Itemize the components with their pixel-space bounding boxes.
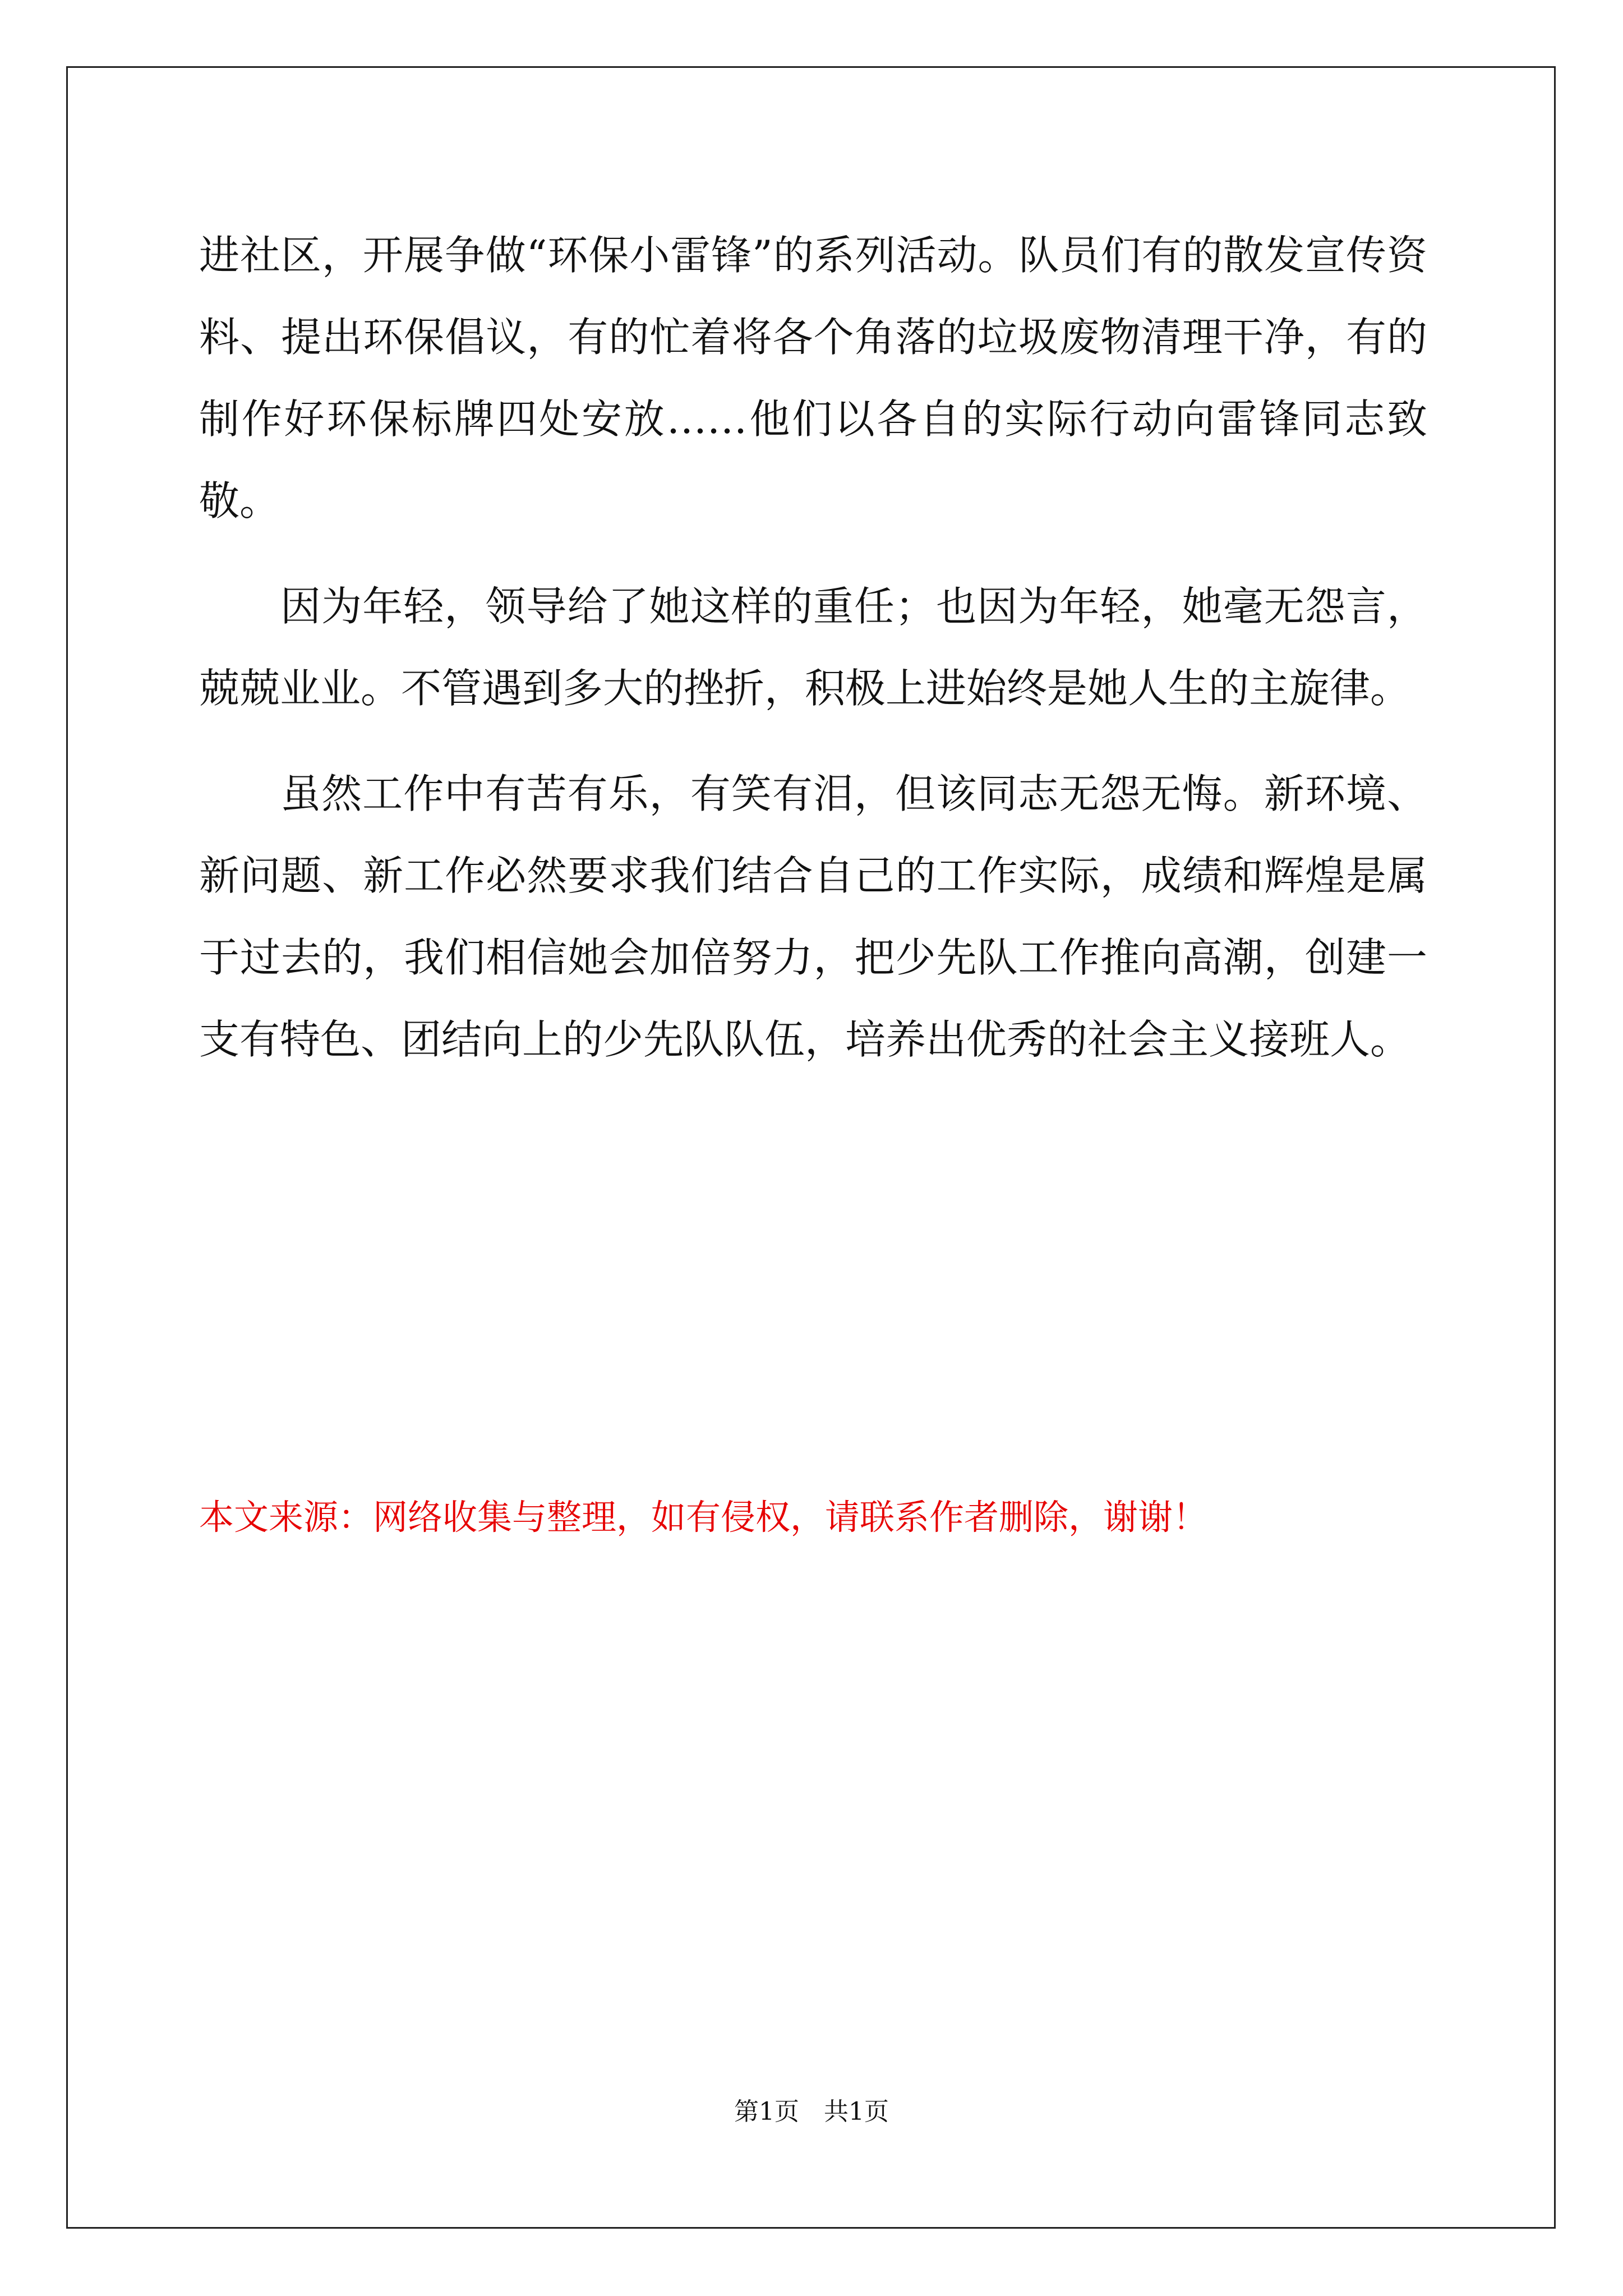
paragraph-1: 进社区，开展争做“环保小雷锋”的系列活动。队员们有的散发宣传资料、提出环保倡议，有的忙着将各个角落的垃圾废物清理干净，有的制作好环保标牌四处安放……他们以各自的实际行动向雷锋同志致敬。 <box>199 232 1427 524</box>
paragraph-3: 虽然工作中有苦有乐，有笑有泪，但该同志无怨无悔。新环境、新问题、新工作必然要求我们结合自己的工作实际，成绩和辉煌是属于过去的，我们相信她会加倍努力，把少先队工作推向高潮，创建一支有特色、团结向上的少先队队伍，培养出优秀的社会主义接班人。 <box>199 770 1427 1063</box>
paragraph-2: 因为年轻，领导给了她这样的重任；也因为年轻，她毫无怨言，兢兢业业。不管遇到多大的挫折，积极上进始终是她人生的主旋律。 <box>199 583 1427 712</box>
source-note: 本文来源：网络收集与整理，如有侵权，请联系作者删除，谢谢！ <box>199 1497 1208 1538</box>
page-number: 第1页 共1页 <box>734 2097 889 2126</box>
document-body <box>199 214 1427 1080</box>
